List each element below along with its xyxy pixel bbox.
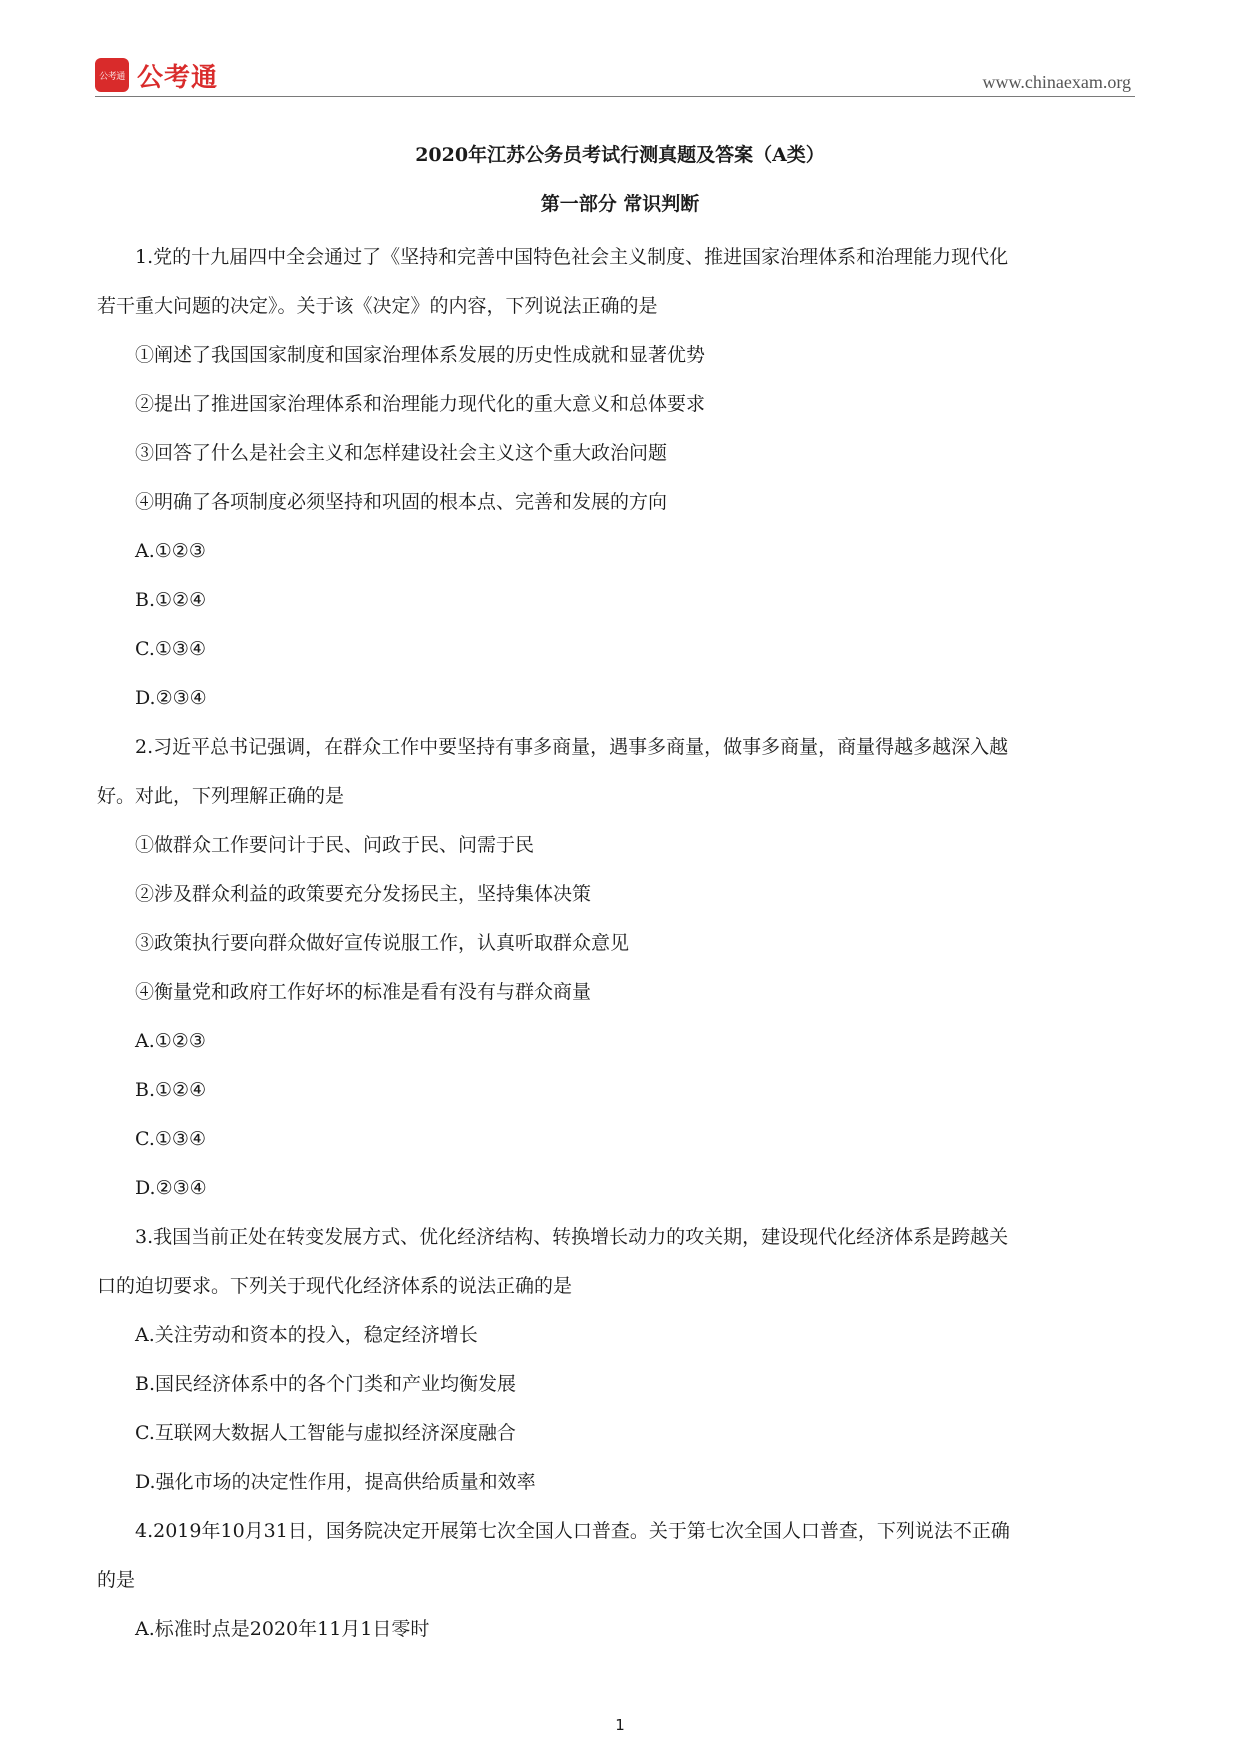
question-2-option-b: B.①②④ (135, 1079, 207, 1101)
page-header (95, 52, 1135, 97)
question-2-option-c: C.①③④ (135, 1128, 206, 1150)
question-2-statement-2: ②涉及群众利益的政策要充分发扬民主，坚持集体决策 (135, 883, 592, 905)
document-title: 2020年江苏公务员考试行测真题及答案（A类） (415, 144, 825, 166)
question-2-stem-line-2: 好。对此，下列理解正确的是 (97, 785, 345, 807)
logo-text: 公考通 (137, 62, 219, 93)
question-2-option-d: D.②③④ (135, 1177, 207, 1199)
question-1-option-c: C.①③④ (135, 638, 206, 660)
question-3-stem-line-1: 3.我国当前正处在转变发展方式、优化经济结构、转换增长动力的攻关期，建设现代化经济体系是跨越关 (135, 1226, 1009, 1248)
site-url[interactable]: www.chinaexam.org (982, 72, 1131, 92)
question-3-option-d: D.强化市场的决定性作用，提高供给质量和效率 (135, 1471, 536, 1493)
question-2-statement-3: ③政策执行要向群众做好宣传说服工作，认真听取群众意见 (135, 932, 630, 954)
question-1-option-d: D.②③④ (135, 687, 207, 709)
section-title: 第一部分 常识判断 (540, 193, 700, 215)
question-1-option-a: A.①②③ (135, 540, 206, 562)
question-2-statement-4: ④衡量党和政府工作好坏的标准是看有没有与群众商量 (135, 981, 592, 1003)
question-1-statement-1: ①阐述了我国国家制度和国家治理体系发展的历史性成就和显著优势 (135, 344, 706, 366)
question-1-statement-3: ③回答了什么是社会主义和怎样建设社会主义这个重大政治问题 (135, 442, 668, 464)
document-body (97, 233, 1157, 1654)
question-1-statement-2: ②提出了推进国家治理体系和治理能力现代化的重大意义和总体要求 (135, 393, 706, 415)
question-2-statement-1: ①做群众工作要问计于民、问政于民、问需于民 (135, 834, 535, 856)
question-4-stem-line-2: 的是 (97, 1569, 136, 1591)
question-1-stem-line-1: 1.党的十九届四中全会通过了《坚持和完善中国特色社会主义制度、推进国家治理体系和治理能力现代化 (135, 246, 1009, 268)
logo (95, 58, 218, 92)
question-3-option-c: C.互联网大数据人工智能与虚拟经济深度融合 (135, 1422, 516, 1444)
question-1-stem-line-2: 若干重大问题的决定》。关于该《决定》的内容，下列说法正确的是 (97, 295, 658, 317)
question-4-stem-line-1: 4.2019年10月31日，国务院决定开展第七次全国人口普查。关于第七次全国人口普查，下列说法不正确 (135, 1520, 1010, 1542)
question-3-stem-line-2: 口的迫切要求。下列关于现代化经济体系的说法正确的是 (97, 1275, 573, 1297)
logo-mark-icon: 公考通 (95, 58, 129, 92)
question-1-statement-4: ④明确了各项制度必须坚持和巩固的根本点、完善和发展的方向 (135, 491, 668, 513)
question-2-stem-line-1: 2.习近平总书记强调，在群众工作中要坚持有事多商量，遇事多商量，做事多商量，商量得越多越深入越 (135, 736, 1009, 758)
page-number: 1 (615, 1716, 625, 1734)
question-3-option-b: B.国民经济体系中的各个门类和产业均衡发展 (135, 1373, 517, 1395)
question-2-option-a: A.①②③ (135, 1030, 206, 1052)
question-1-option-b: B.①②④ (135, 589, 207, 611)
question-3-option-a: A.关注劳动和资本的投入，稳定经济增长 (135, 1324, 478, 1346)
question-4-option-a: A.标准时点是2020年11月1日零时 (135, 1618, 430, 1640)
